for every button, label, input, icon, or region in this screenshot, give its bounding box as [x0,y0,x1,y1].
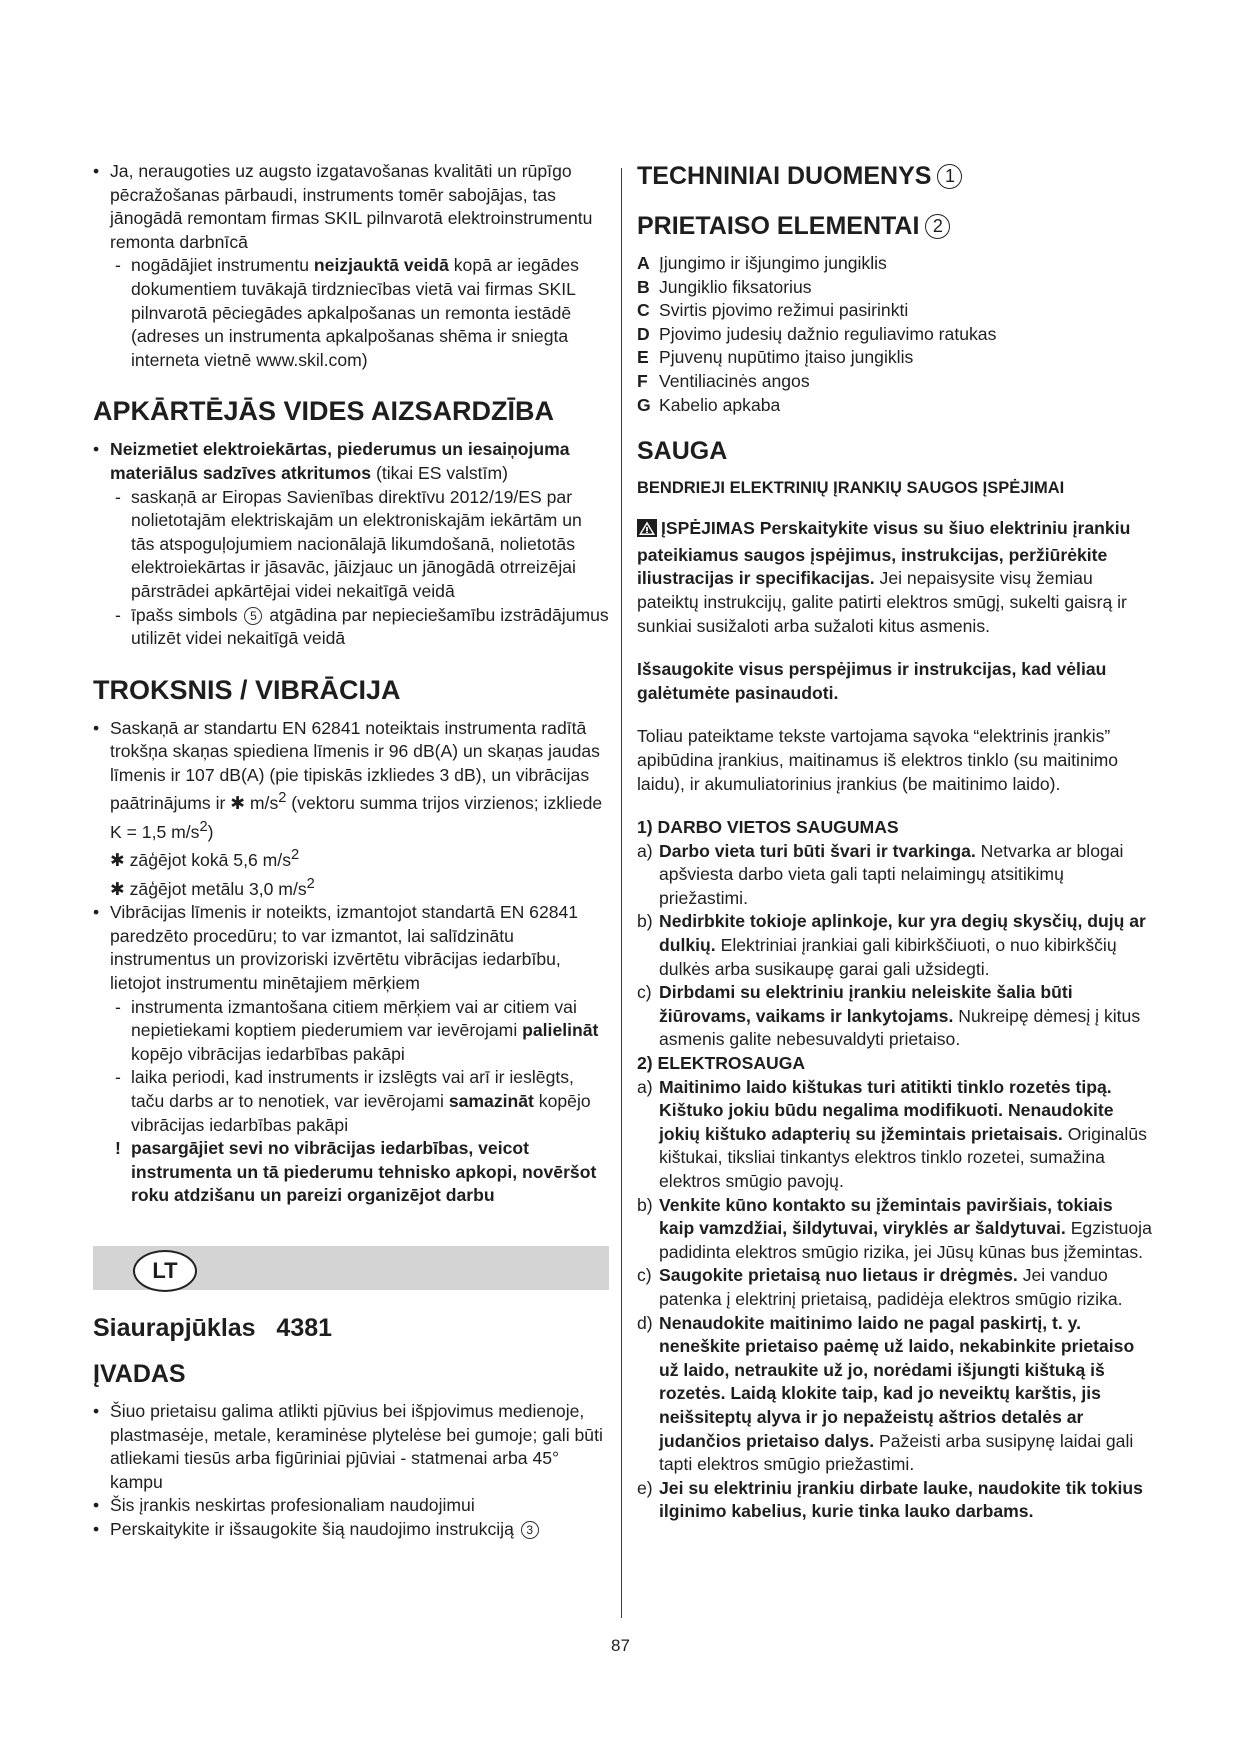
work-area-item-key: c) [637,982,652,1003]
env-bullet-bold: Neizmetiet elektroiekārtas, piederumus un iesaiņojuma materiālus sadzīves atkritumos [110,439,570,483]
intro-heading: ĮVADAS [93,1360,186,1388]
language-band [93,1246,609,1290]
element-item [637,323,1152,347]
language-badge: LT [133,1250,197,1292]
noise-heading: TROKSNIS / VIBRĀCIJA [93,674,401,705]
electrical-item-bold: Saugokite prietaisą nuo lietaus ir drėgmės. [659,1265,1018,1286]
superscript: 2 [199,818,208,835]
page-number: 87 [611,1636,630,1655]
element-item [637,346,1152,370]
lt-bullet-1-text: Šiuo prietaisu galima atlikti pjūvius bei išpjovimus medienoje, plastmasėje, metale, keraminėse plytelėse bei gumoje; gali būti atliekami tiesūs arba figūriniai pjūviai - statmenai arba 45° kampu [110,1401,603,1492]
keep-instructions: Išsaugokite visus perspėjimus ir instrukcijas, kad vėliau galėtumėte pasinaudoti. [637,659,1107,703]
noise-wood-value [93,844,609,872]
lt-bullet-2 [93,1494,609,1518]
electrical-item-bold: Nenaudokite maitinimo laido ne pagal paskirtį, t. y. neneškite prietaiso paėmę už laido, nekabinkite prietaiso už laido, netraukite už jo, norėdami išjungti kištuką iš rozetės. Laidą klokite taip, kad jo neveiktų karštis, jis neišsiteptų alyva ir jo nepažeistų aštrios detalės ar judančios prietaiso dalys. [659,1312,1135,1451]
element-label: Įjungimo ir išjungimo jungiklis [659,253,887,273]
element-key: B [637,276,650,297]
work-area-item [637,981,1152,1052]
figure-ref-2: 2 [925,214,950,239]
elements-heading [637,210,1152,242]
electrical-item-text: Originalūs kištukai, tiksliai tinkantys elektros tinklo rozetei, sumažina elektros smūgio pavojų. [659,1123,1147,1191]
env-dash-2-text: īpašs simbols [131,604,243,625]
element-item [637,276,1152,300]
element-key: D [637,323,650,344]
exclamation-marker: ! [115,1138,121,1159]
superscript: 2 [306,875,315,892]
electrical-heading: 2) ELEKTROSAUGA [637,1053,806,1074]
repair-dash-item [93,254,609,372]
lt-bullet-2-text: Šis įrankis neskirtas profesionaliam naudojimui [110,1495,475,1516]
right-column [637,160,1152,1524]
element-item [637,252,1152,276]
elements-heading-text: PRIETAISO ELEMENTAI [637,212,920,240]
work-area-item-text: Netvarka ar blogai apšviesta darbo vieta gali tapti nelaimingų atsitikimų priežastimi. [659,840,1124,908]
noise-dash-1-text-end: kopējo vibrācijas iedarbības pakāpi [131,1043,405,1064]
safety-heading: SAUGA [637,437,728,466]
electrical-item [637,1076,1152,1194]
env-dash-2 [93,604,609,651]
env-dash-1 [93,486,609,604]
warning-bold-text: ĮSPĖJIMAS Perskaitykite visus su šiuo elektriniu įrankiu pateikiamus saugos įspėjimus, instrukcijas, peržiūrėkite iliustracijas ir specifikacijas. [637,518,1131,589]
electrical-item-bold: Venkite kūno kontakto su įžemintais paviršiais, tokiais kaip vamzdžiai, šildytuvai, viryklės ar šaldytuvai. [659,1194,1113,1239]
element-label: Ventiliacinės angos [659,370,810,391]
env-dash-2-text-end: atgādina par nepieciešamību izstrādājumus utilizēt videi nekaitīgā veidā [131,604,609,649]
repair-bullet-text: Ja, neraugoties uz augsto izgatavošanas kvalitāti un rūpīgo pēcražošanas pārbaudi, instruments tomēr sabojājas, tas jānogādā remontam firmas SKIL pilnvarotā elektroinstrumentu remonta darbnīcā [110,161,593,252]
noise-text-b: (vektoru summa trijos virzienos; izkliede K = 1,5 m/s [110,793,603,842]
repair-bullet [93,160,609,254]
term-paragraph: Toliau pateiktame tekste vartojama sąvoka “elektrinis įrankis” apibūdina įrankius, maitinamus iš elektros tinklo (su maitinimo laidu), ir akumuliatorinius įrankius (be maitinimo laido). [637,726,1119,794]
dash-marker: - [115,486,121,507]
dash-marker: - [115,996,121,1017]
element-key: G [637,394,651,415]
column-divider [621,168,622,1618]
noise-dash-1-bold: palielināt [522,1020,599,1041]
warning-paragraph [637,517,1152,638]
electrical-item [637,1194,1152,1265]
element-item [637,370,1152,394]
element-label: Pjovimo judesių dažnio reguliavimo ratukas [659,323,997,344]
element-label: Kabelio apkaba [659,394,781,415]
work-area-item-bold: Darbo vieta turi būti švari ir tvarkinga. [659,840,976,861]
figure-ref-5: 5 [244,607,262,625]
electrical-item [637,1264,1152,1311]
dash-marker: - [115,604,121,625]
env-heading: APKĀRTĒJĀS VIDES AIZSARDZĪBA [93,396,555,427]
electrical-item-key: c) [637,1265,652,1286]
noise-text-a: Saskaņā ar standartu EN 62841 noteiktais instrumenta radītā trokšņa skaņas spiediena līmenis ir 96 dB(A) un skaņas jaudas līmenis ir 107 dB(A) (pie tipiskās izkliedes 3 dB), un vibrācijas paātrinājums ir ✱ m/s [110,717,600,814]
electrical-item-key: d) [637,1312,653,1333]
work-area-item-bold: Nedirbkite tokioje aplinkoje, kur yra degių skysčių, dujų ar dulkių. [659,911,1146,956]
element-key: C [637,300,650,321]
electrical-item-key: e) [637,1477,653,1498]
general-safety-heading: BENDRIEJI ELEKTRINIŲ ĮRANKIŲ SAUGOS ĮSPĖJIMAI [637,479,1065,498]
electrical-list [637,1076,1152,1524]
noise-exclamation-text: pasargājiet sevi no vibrācijas iedarbības, veicot instrumenta un tā piederumu tehnisko apkopi, novēršot roku atdzišanu un pareizi organizējot darbu [131,1138,597,1206]
electrical-item-text: Egzistuoja padidinta elektros smūgio rizika, jei Jūsų kūnas bus įžemintas. [659,1218,1152,1262]
element-key: F [637,370,648,391]
env-bullet-rest: (tikai ES valstīm) [371,462,508,483]
noise-dash-2-text-end: kopējo vibrācijas iedarbības pakāpi [131,1091,591,1135]
repair-dash-text-end: kopā ar iegādes dokumentiem tuvākajā tirdzniecības vietā vai firmas SKIL pilnvarotā pēciegādes apkalpošanas un remonta iestādē (adreses un instrumenta apkalpošanas shēma ir sniegta interneta vietnē www.skil.com) [131,255,579,370]
tech-heading-text: TECHNINIAI DUOMENYS [637,162,932,190]
electrical-item-key: a) [637,1076,653,1097]
noise-dash-2-text: laika periodi, kad instruments ir izslēgts vai arī ir ieslēgts, taču darbs ar to nenotiek, var ievērojami [131,1067,574,1112]
element-key: E [637,347,649,368]
noise-metal-value [93,873,609,901]
env-bullet [93,438,609,485]
dash-marker: - [115,1067,121,1088]
work-area-item-key: b) [637,911,653,932]
electrical-item-key: b) [637,1194,653,1215]
repair-dash-bold: neizjauktā veidā [313,255,449,276]
superscript: 2 [291,847,300,864]
electrical-item-bold: Maitinimo laido kištukas turi atitikti tinklo rozetės tipą. Kištuko jokiu būdu negalima modifikuoti. Nenaudokite jokių kištuko adapterių su įžemintais prietaisais. [659,1076,1114,1144]
work-area-item-text: Nukreipę dėmesį į kitus asmenis galite nebesuvaldyti prietaiso. [659,1005,1141,1050]
work-area-heading: 1) DARBO VIETOS SAUGUMAS [637,817,899,838]
noise-wood-text: ✱ zāģējot kokā 5,6 m/s [110,850,291,871]
work-area-item [637,910,1152,981]
work-area-item [637,840,1152,911]
noise-exclamation-item [93,1137,609,1208]
work-area-list [637,840,1152,1052]
tech-heading [637,160,1152,192]
element-key: A [637,253,650,273]
work-area-item-text: Elektriniai įrankiai gali kibirkščiuoti, o nuo kibirkščių dulkės arba susikaupę garai gali užsidegti. [659,935,1117,979]
model-title: Siaurapjūklas 4381 [93,1314,333,1342]
work-area-item-key: a) [637,840,653,861]
figure-ref-1: 1 [937,164,962,189]
element-item [637,299,1152,323]
lt-bullet-1 [93,1400,609,1494]
noise-dash-2-bold: samazināt [448,1091,534,1112]
element-label: Jungiklio fiksatorius [659,276,812,297]
noise-dash-1 [93,996,609,1067]
figure-ref-3: 3 [521,1521,539,1539]
dash-marker: - [115,255,121,276]
env-dash-1-text: saskaņā ar Eiropas Savienības direktīvu 2012/19/ES par nolietotajām elektriskajām un elektroniskajām iekārtām un tās atspoguļojumiem nacionālajā likumdošanā, nolietotās elektroiekārtas ir jāsavāc, jāizjauc un jānogādā otrreizējai pārstrādei apkārtējai videi nekaitīgā veidā [131,486,582,601]
element-item [637,394,1152,418]
elements-list [637,252,1152,417]
warning-rest-text: Jei nepaisysite visų žemiau pateiktų instrukcijų, galite patirti elektros smūgį, sukelti gaisrą ir sunkiai susižaloti arba sužaloti kitus asmenis. [637,568,1127,636]
left-column [93,160,609,1542]
electrical-item-bold: Jei su elektriniu įrankiu dirbate lauke, naudokite tik tokius ilginimo kabelius, kurie tinka lauko darbams. [659,1477,1143,1522]
element-label: Svirtis pjovimo režimui pasirinkti [659,300,909,321]
noise-bullet-1 [93,717,609,845]
element-label: Pjuvenų nupūtimo įtaiso jungiklis [659,347,914,368]
noise-bullet-2 [93,901,609,995]
electrical-item [637,1312,1152,1477]
noise-dash-2 [93,1066,609,1137]
warning-triangle-icon [637,519,657,544]
lt-bullet-3-text: Perskaitykite ir išsaugokite šią naudojimo instrukciją [110,1518,519,1539]
electrical-item-text: Pažeisti arba susipynę laidai gali tapti elektros smūgio priežastimi. [659,1430,1134,1475]
electrical-item-text: Jei vanduo patenka į elektrinį prietaisą, padidėja elektros smūgio rizika. [659,1265,1123,1309]
work-area-item-bold: Dirbdami su elektriniu įrankiu neleiskite šalia būti žiūrovams, vaikams ir lankytojams. [659,982,1073,1026]
repair-dash-text: nogādājiet instrumentu [131,255,314,276]
noise-text-c: ) [207,821,214,842]
lt-bullet-3 [93,1518,609,1542]
superscript: 2 [278,790,287,807]
electrical-item [637,1477,1152,1524]
noise-bullet-2-text: Vibrācijas līmenis ir noteikts, izmantojot standartā EN 62841 paredzēto procedūru; to var izmantot, lai salīdzinātu instrumentus un provizoriski izvērtētu vibrācijas iedarbību, lietojot instrumentu minētajiem mērķiem [110,902,579,994]
noise-dash-1-text: instrumenta izmantošana citiem mērķiem vai ar citiem vai nepietiekami koptiem piederumiem var ievērojami [131,996,577,1041]
noise-metal-text: ✱ zāģējot metālu 3,0 m/s [110,878,307,899]
